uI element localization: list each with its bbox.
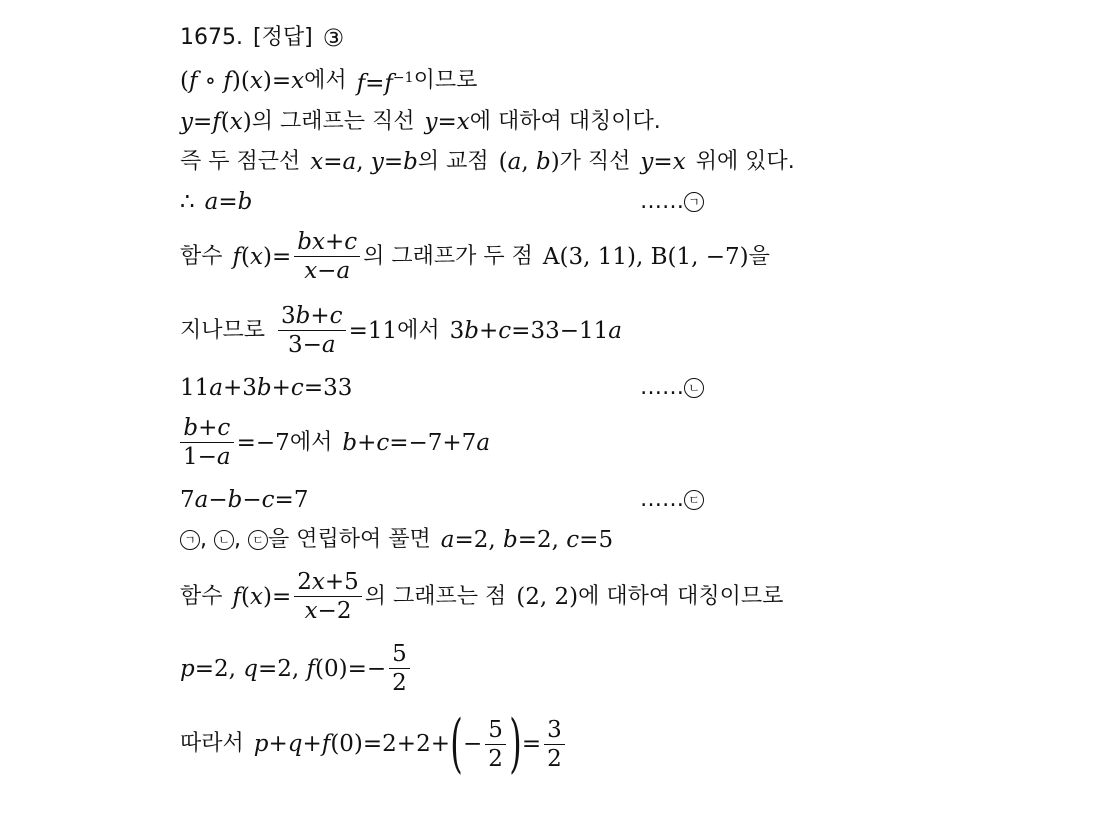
math: (a, b) <box>498 149 560 175</box>
text: 에서 <box>397 317 440 343</box>
fraction: $\frac{2x+5}{x-2}$ <box>294 568 362 625</box>
equation-marker-1 <box>640 188 704 216</box>
math: =−7 <box>236 429 290 456</box>
solution-line-3 <box>180 108 661 136</box>
math: y=x <box>424 109 470 135</box>
equation-marker-2 <box>640 374 704 402</box>
solution-line-11 <box>180 526 613 554</box>
text: , <box>234 527 248 552</box>
marker-nieun: ㄴ <box>684 378 704 398</box>
text: , <box>200 527 214 552</box>
text: 따라서 <box>180 731 244 756</box>
leader-dots: …… <box>640 487 684 512</box>
text: 을 연립하여 풀면 <box>268 527 431 552</box>
problem-header <box>180 24 344 52</box>
problem-number: 1675. <box>180 25 243 50</box>
solution-line-10 <box>180 486 308 514</box>
text: 즉 두 점근선 <box>180 149 301 174</box>
answer-label: [정답] <box>252 25 313 50</box>
fraction: $\frac{3}{2}$ <box>544 716 565 773</box>
marker-digeut: ㄷ <box>684 490 704 510</box>
equation-marker-3 <box>640 486 704 514</box>
text: 의 그래프가 두 점 <box>363 243 533 269</box>
math: − <box>462 731 483 757</box>
right-paren: ) <box>509 707 522 781</box>
math: b+c=−7+7a <box>342 429 491 456</box>
text: 에 대하여 대칭이다. <box>469 109 661 134</box>
math: = <box>521 731 542 757</box>
math: p+q+f(0)=2+2+ <box>253 731 450 757</box>
math: 11a+3b+c=33 <box>180 375 353 401</box>
solution-line-9 <box>180 414 490 471</box>
answer-choice: ③ <box>322 24 345 52</box>
math: y=f(x) <box>180 109 252 135</box>
therefore-symbol: ∴ <box>180 189 195 215</box>
solution-line-6 <box>180 228 770 285</box>
text: 을 <box>748 243 770 269</box>
marker-giyeok: ㄱ <box>684 192 704 212</box>
text: 의 그래프는 직선 <box>251 109 415 134</box>
math: y=x <box>640 149 686 175</box>
fraction: $\frac{5}{2}$ <box>389 640 410 697</box>
math: f(x)= <box>232 583 292 610</box>
marker-digeut: ㄷ <box>248 530 268 550</box>
math: f(x)= <box>232 243 292 270</box>
math: x=a, y=b <box>310 149 418 175</box>
solution-line-14 <box>180 707 568 781</box>
math: a=b <box>204 189 253 215</box>
fraction: $\frac{b+c}{1-a}$ <box>180 414 234 471</box>
math: 3b+c=33−11a <box>449 317 622 344</box>
text: 위에 있다. <box>695 149 795 174</box>
text: 에서 <box>289 429 333 455</box>
math: (2, 2) <box>516 583 579 610</box>
solution-line-4 <box>180 148 795 176</box>
text: 이므로 <box>413 67 478 93</box>
math: p=2, q=2, f(0)=− <box>180 655 387 682</box>
solution-line-12 <box>180 568 783 625</box>
solution-line-7 <box>180 302 622 359</box>
left-paren: ( <box>450 707 463 781</box>
solution-line-5 <box>180 188 252 216</box>
fraction: $\frac{5}{2}$ <box>485 716 506 773</box>
math: A(3, 11), B(1, −7) <box>542 243 749 270</box>
text: 에 대하여 대칭이므로 <box>578 583 784 609</box>
text: 의 교점 <box>417 149 489 174</box>
text: 함수 <box>180 583 223 609</box>
math: 7a−b−c=7 <box>180 487 309 513</box>
text: 에서 <box>304 67 347 93</box>
math: =11 <box>348 317 398 344</box>
fraction: $\frac{bx+c}{x-a}$ <box>294 228 360 285</box>
marker-nieun: ㄴ <box>214 530 234 550</box>
solution-line-8 <box>180 374 352 402</box>
text: 지나므로 <box>180 317 266 343</box>
leader-dots: …… <box>640 189 684 214</box>
math-composite: (f ∘ f)(x)=x <box>180 67 305 94</box>
solution-line-2 <box>180 64 477 98</box>
text: 함수 <box>180 243 223 269</box>
math-inverse: $f=f^{-1}$ <box>356 70 414 97</box>
leader-dots: …… <box>640 375 684 400</box>
text: 가 직선 <box>559 149 631 174</box>
text: 의 그래프는 점 <box>364 583 507 609</box>
marker-giyeok: ㄱ <box>180 530 200 550</box>
solution-line-13 <box>180 640 413 697</box>
fraction: $\frac{3b+c}{3-a}$ <box>278 302 346 359</box>
math: a=2, b=2, c=5 <box>440 527 614 553</box>
